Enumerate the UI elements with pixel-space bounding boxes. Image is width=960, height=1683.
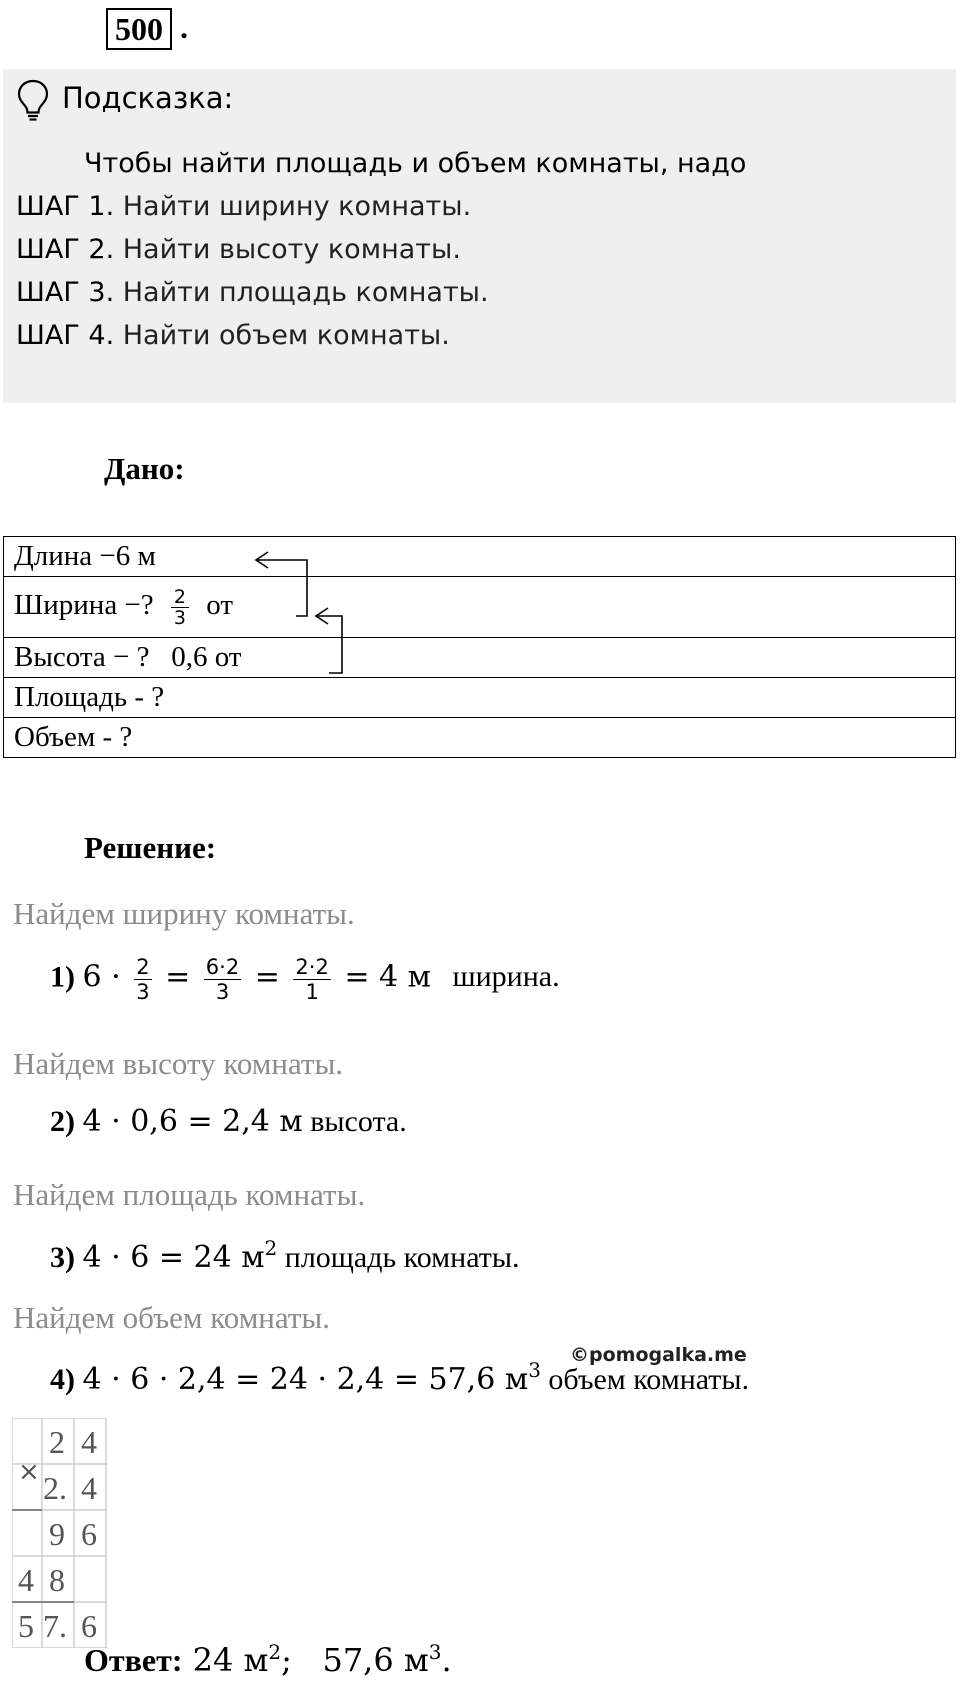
- calc-digit: 9: [49, 1516, 65, 1552]
- given-width-prefix: Ширина −?: [14, 589, 154, 622]
- step-1-line: [50, 955, 560, 1004]
- watermark: ©pomogalka.me: [570, 1344, 747, 1366]
- hint-title: Подсказка:: [62, 81, 234, 115]
- answer-end: .: [441, 1641, 452, 1679]
- step-4-superscript: 3: [528, 1358, 541, 1382]
- calc-digit: 4: [81, 1470, 97, 1506]
- step-3-line: [50, 1236, 520, 1275]
- given-row-volume: [4, 718, 956, 758]
- calc-digit: 2.: [43, 1470, 67, 1506]
- answer-line: [84, 1640, 452, 1679]
- fraction-denominator: 3: [173, 606, 187, 629]
- step-1-equals: =: [155, 959, 200, 995]
- step-1-equals: =: [245, 959, 290, 995]
- hint-step-text: Найти высоту комнаты.: [114, 234, 461, 265]
- hint-step-text: Найти объем комнаты.: [114, 320, 450, 351]
- fraction-denominator: 1: [305, 980, 319, 1004]
- hint-step-4: [16, 318, 450, 354]
- step-4-note: объем комнаты.: [540, 1363, 750, 1396]
- given-width: [4, 577, 956, 638]
- hint-step-label: ШАГ 3.: [16, 277, 115, 308]
- given-table: [3, 536, 956, 758]
- hint-intro: Чтобы найти площадь и объем комнаты, надо: [84, 148, 747, 179]
- step-3-expression: 4 · 6 = 24 м: [82, 1240, 265, 1275]
- given-width-fraction: [171, 587, 189, 628]
- given-height: Высота − ? 0,6 от: [4, 638, 956, 678]
- hint-step-text: Найти площадь комнаты.: [114, 277, 489, 308]
- step-4-number: 4): [50, 1363, 75, 1396]
- answer-separator: ;: [281, 1641, 323, 1679]
- step-1-number: 1): [50, 960, 75, 994]
- multiply-sign: ×: [18, 1457, 40, 1487]
- fraction-denominator: 3: [215, 980, 230, 1004]
- column-multiplication: [12, 1418, 107, 1648]
- step-3-number: 3): [50, 1241, 75, 1274]
- step-1-caption: Найдем ширину комнаты.: [13, 896, 355, 931]
- given-row-length: [4, 537, 956, 577]
- fraction-numerator: 2: [171, 587, 189, 608]
- step-1-note: ширина.: [452, 960, 560, 994]
- fraction-numerator: 6·2: [205, 955, 240, 979]
- given-width-suffix: от: [206, 589, 234, 622]
- step-1-fraction-3: [293, 955, 330, 1004]
- calc-digit: 7.: [43, 1608, 67, 1644]
- answer-volume: 57,6 м: [322, 1641, 429, 1679]
- step-1-start: 6 ·: [82, 959, 131, 995]
- step-4-caption: Найдем объем комнаты.: [13, 1300, 330, 1335]
- step-3-superscript: 2: [264, 1236, 278, 1260]
- given-row-width: [4, 577, 956, 638]
- calc-digit: 6: [81, 1608, 97, 1644]
- solution-title: Решение:: [84, 830, 217, 865]
- hint-step-label: ШАГ 1.: [16, 191, 115, 222]
- fraction-denominator: 3: [136, 980, 150, 1004]
- step-2-caption: Найдем высоту комнаты.: [13, 1046, 344, 1081]
- given-length: Длина −6 м: [4, 537, 956, 577]
- step-2-note: высота.: [302, 1105, 407, 1138]
- calc-digit: 4: [81, 1424, 97, 1460]
- step-2-expression: 4 · 0,6 = 2,4 м: [82, 1104, 303, 1139]
- calc-digit: 8: [49, 1562, 65, 1598]
- calc-digit: 5: [18, 1608, 34, 1644]
- step-1-result: = 4 м: [334, 959, 431, 995]
- given-row-height: [4, 638, 956, 678]
- answer-area-superscript: 2: [268, 1640, 282, 1664]
- calc-digit: 6: [81, 1516, 97, 1552]
- given-volume: Объем - ?: [4, 718, 956, 758]
- fraction-numerator: 2·2: [295, 955, 329, 979]
- answer-label: Ответ:: [84, 1642, 183, 1678]
- hint-step-1: [16, 189, 471, 225]
- given-row-area: [4, 678, 956, 718]
- step-2-line: [50, 1104, 407, 1139]
- answer-volume-superscript: 3: [428, 1640, 442, 1664]
- step-3-caption: Найдем площадь комнаты.: [13, 1177, 366, 1212]
- lightbulb-icon: [16, 78, 50, 122]
- step-1-fraction-2: [204, 955, 241, 1004]
- hint-step-3: [16, 275, 489, 311]
- problem-number-dot: .: [180, 9, 188, 45]
- step-4-line: [50, 1358, 749, 1397]
- calc-digit: 4: [18, 1562, 34, 1598]
- answer-area: 24 м: [182, 1641, 269, 1679]
- problem-number: 500: [106, 8, 172, 50]
- given-area: Площадь - ?: [4, 678, 956, 718]
- hint-step-label: ШАГ 4.: [16, 320, 115, 351]
- step-2-number: 2): [50, 1105, 75, 1138]
- fraction-numerator: 2: [136, 955, 150, 979]
- hint-step-label: ШАГ 2.: [16, 234, 115, 265]
- hint-step-text: Найти ширину комнаты.: [114, 191, 472, 222]
- step-3-note: площадь комнаты.: [277, 1241, 520, 1274]
- step-1-fraction-1: [134, 955, 151, 1004]
- step-4-expression: 4 · 6 · 2,4 = 24 · 2,4 = 57,6 м: [82, 1362, 529, 1397]
- hint-step-2: [16, 232, 461, 268]
- calc-digit: 2: [49, 1424, 65, 1460]
- given-title: Дано:: [104, 451, 185, 486]
